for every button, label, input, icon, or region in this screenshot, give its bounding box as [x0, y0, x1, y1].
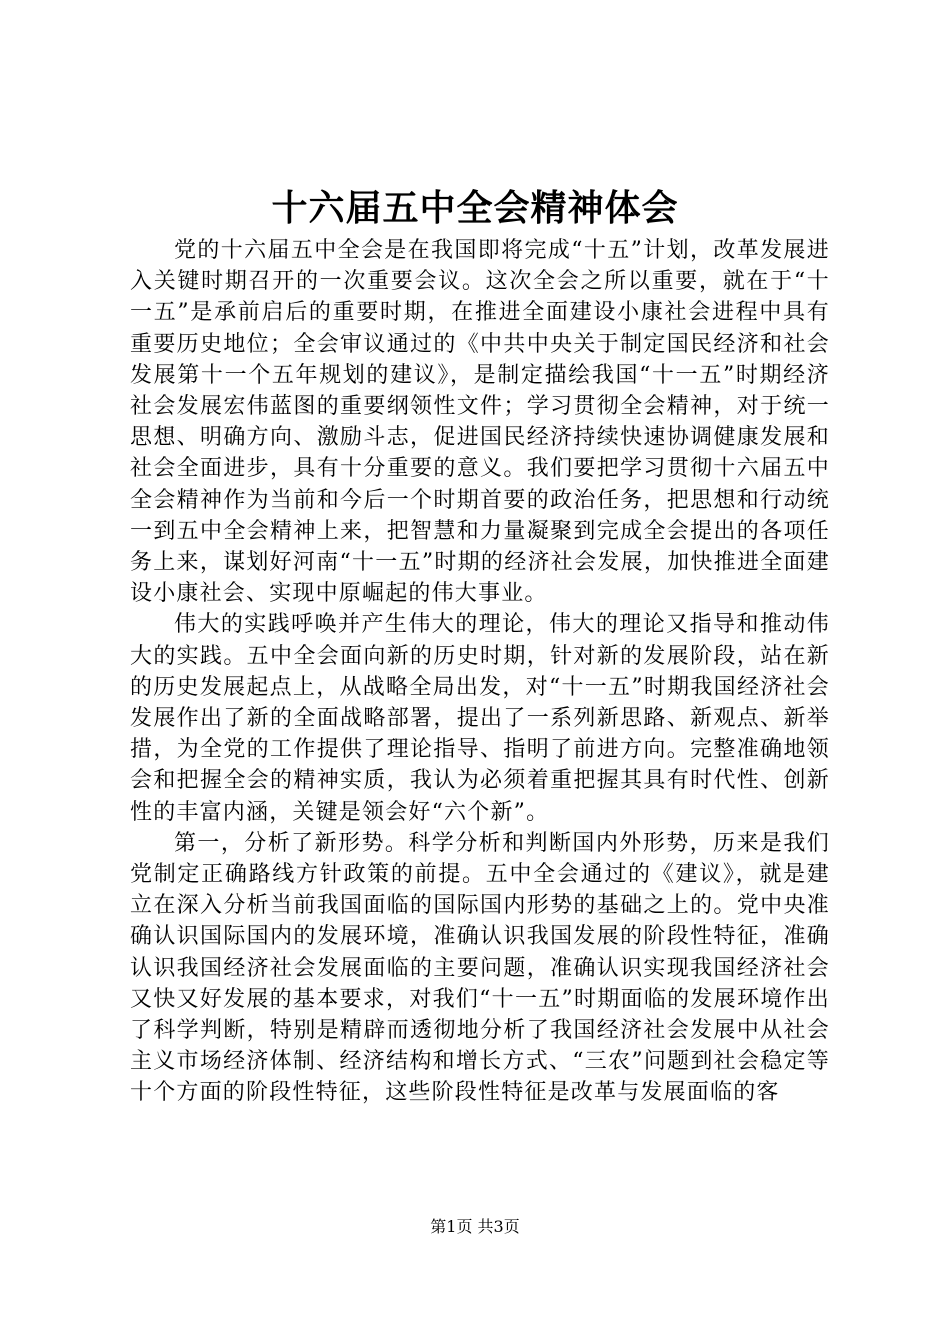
page-footer: 第1页 共3页 — [430, 1217, 520, 1236]
paragraph: 伟大的实践呼唤并产生伟大的理论，伟大的理论又指导和推动伟大的实践。五中全会面向新的历史时期，针对新的发展阶段，站在新的历史发展起点上，从战略全局出发，对“十一五”时期我国经济社会发展作出了新的全面战略部署，提出了一系列新思路、新观点、新举措，为全党的工作提供了理论指导、指明了前进方向。完整准确地领会和把握全会的精神实质，我认为必须着重把握其具有时代性、创新性的丰富内涵，关键是领会好“六个新”。 — [130, 612, 830, 825]
paragraph: 党的十六届五中全会是在我国即将完成“十五”计划，改革发展进入关键时期召开的一次重要会议。这次全会之所以重要，就在于“十一五”是承前启后的重要时期，在推进全面建设小康社会进程中具有重要历史地位；全会审议通过的《中共中央关于制定国民经济和社会发展第十一个五年规划的建议》，是制定描绘我国“十一五”时期经济社会发展宏伟蓝图的重要纲领性文件；学习贯彻全会精神，对于统一思想、明确方向、激励斗志，促进国民经济持续快速协调健康发展和社会全面进步，具有十分重要的意义。我们要把学习贯彻十六届五中全会精神作为当前和今后一个时期首要的政治任务，把思想和行动统一到五中全会精神上来，把智慧和力量凝聚到完成全会提出的各项任务上来，谋划好河南“十一五”时期的经济社会发展，加快推进全面建设小康社会、实现中原崛起的伟大事业。 — [130, 238, 830, 607]
document-body — [130, 235, 830, 1109]
document-title: 十六届五中全会精神体会 — [271, 187, 679, 229]
paragraph: 第一，分析了新形势。科学分析和判断国内外形势，历来是我们党制定正确路线方针政策的前提。五中全会通过的《建议》，就是建立在深入分析当前我国面临的国际国内形势的基础之上的。党中央准确认识国际国内的发展环境，准确认识我国发展的阶段性特征，准确认识我国经济社会发展面临的主要问题，准确认识实现我国经济社会又快又好发展的基本要求，对我们“十一五”时期面临的发展环境作出了科学判断，特别是精辟而透彻地分析了我国经济社会发展中从社会主义市场经济体制、经济结构和增长方式、“三农”问题到社会稳定等十个方面的阶段性特征，这些阶段性特征是改革与发展面临的客 — [130, 830, 830, 1106]
